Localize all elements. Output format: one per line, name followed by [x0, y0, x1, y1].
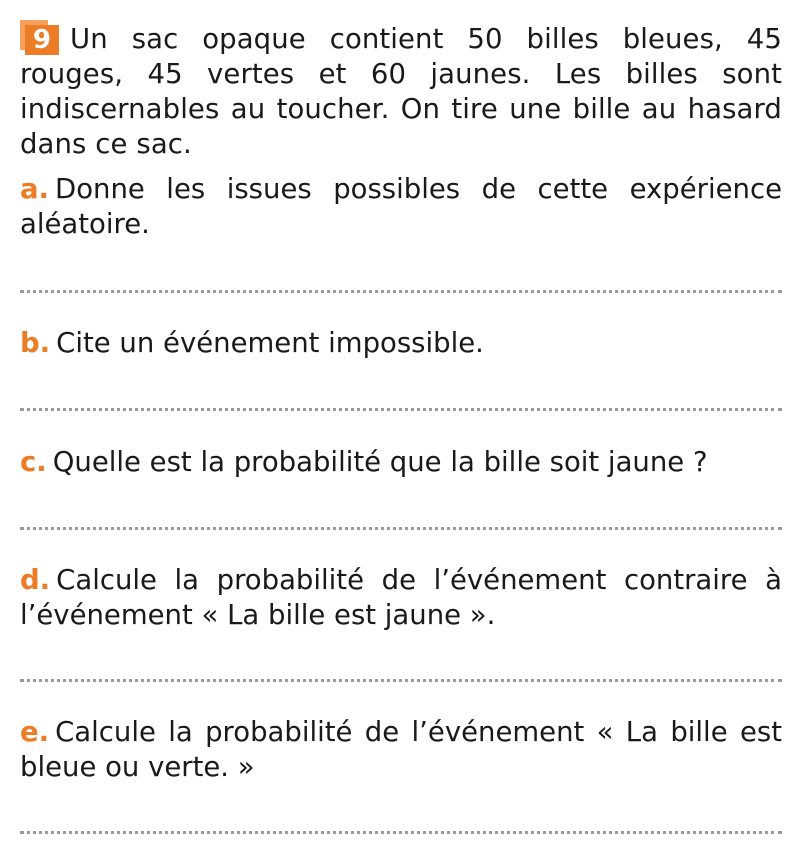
question-e	[20, 715, 782, 785]
question-letter-a: a.	[20, 173, 50, 205]
question-a	[20, 172, 782, 242]
exercise-page	[20, 0, 782, 783]
answer-line-e[interactable]	[20, 831, 782, 834]
question-c	[20, 445, 782, 480]
question-text-a: Donne les issues possibles de cette expérience aléatoire.	[20, 173, 782, 240]
exercise-number-badge	[20, 20, 60, 54]
question-text-d: Calcule la probabilité de l’événement contraire à l’événement « La bille est jaune ».	[20, 564, 782, 631]
question-d	[20, 563, 782, 633]
answer-line-a[interactable]	[20, 290, 782, 293]
question-letter-d: d.	[20, 564, 51, 596]
exercise-statement: Un sac opaque contient 50 billes bleues, 45 rouges, 45 vertes et 60 jaunes. Les billes sont indiscernables au toucher. On tire une bille au hasard dans ce sac.	[20, 23, 782, 160]
question-text-b: Cite un événement impossible.	[56, 327, 484, 359]
question-text-e: Calcule la probabilité de l’événement « La bille est bleue ou verte. »	[20, 716, 782, 783]
question-b	[20, 326, 782, 361]
answer-line-b[interactable]	[20, 408, 782, 411]
question-letter-b: b.	[20, 327, 51, 359]
question-text-c: Quelle est la probabilité que la bille soit jaune ?	[52, 446, 708, 478]
exercise-statement-block	[20, 20, 782, 162]
exercise-number: 9	[25, 25, 59, 55]
answer-line-d[interactable]	[20, 679, 782, 682]
question-letter-e: e.	[20, 716, 50, 748]
question-letter-c: c.	[20, 446, 47, 478]
answer-line-c[interactable]	[20, 527, 782, 530]
